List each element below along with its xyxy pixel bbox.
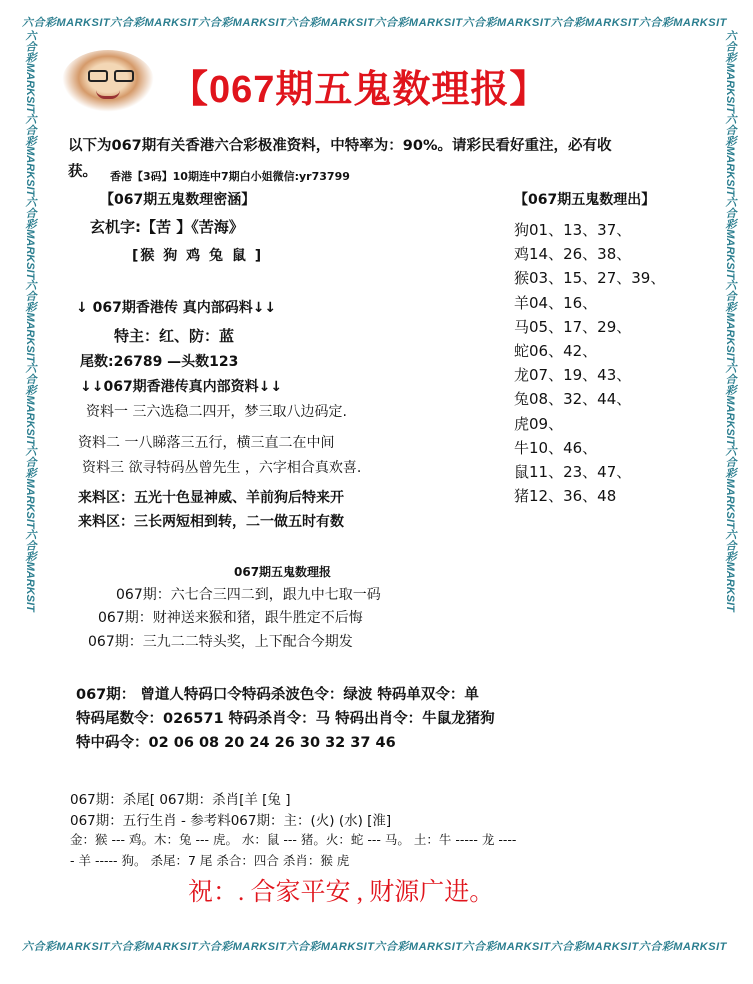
right-title: 【067期五鬼数理出】 (514, 192, 656, 208)
list-item: 羊04、16、 (514, 293, 598, 312)
list-item: 狗01、13、37、 (514, 221, 632, 239)
weishu-line: 尾数:26789 —头数123 (80, 354, 239, 370)
list-item: 龙07、19、43、 (514, 366, 632, 385)
border-left: 六合彩MARKSIT六合彩MARKSIT六合彩MARKSIT六合彩MARKSIT六合彩MARKSIT六合彩MARKSIT六合彩MARKSIT (24, 30, 36, 612)
animals-line: [猴 狗 鸡 兔 鼠 ] (132, 248, 264, 264)
xuanji-line: 玄机字:【苦 】《苦海》 (90, 218, 244, 236)
kill-line-4: - 羊 ----- 狗。 杀尾：7 尾 杀合：四合 杀肖：猴 虎 (70, 853, 350, 868)
kill-line-3: 金：猴 --- 鸡。木：兔 --- 虎。 水：鼠 --- 猪。火：蛇 --- 马。 土：牛 ----- 龙 ---- (70, 832, 517, 847)
bottom-line-2: 特码尾数令：026571 特码杀肖令：马 特码出肖令：牛鼠龙猪狗 (76, 711, 495, 727)
border-bottom: 六合彩MARKSIT六合彩MARKSIT六合彩MARKSIT六合彩MARKSIT六合彩MARKSIT六合彩MARKSIT六合彩MARKSIT六合彩MARKSIT (22, 941, 727, 953)
list-item: 马05、17、29、 (514, 317, 632, 336)
ziliao-2: 资料二 一八睇落三五行，横三直二在中间 (78, 435, 335, 451)
intro-line-1: 以下为067期有关香港六合彩极准资料，中特率为：90%。请彩民看好重注，必有收 (68, 138, 612, 154)
ziliao-1: 资料一 三六选稳二四开，梦三取八边码定. (86, 404, 347, 420)
right-number-list (514, 218, 665, 508)
tezhu-line: 特主：红、防：蓝 (114, 327, 235, 345)
border-top: 六合彩MARKSIT六合彩MARKSIT六合彩MARKSIT六合彩MARKSIT六合彩MARKSIT六合彩MARKSIT六合彩MARKSIT六合彩MARKSIT (22, 17, 727, 29)
list-item: 猪12、36、48 (514, 487, 617, 506)
laiqu-1: 来料区：五光十色显神威、羊前狗后特来开 (78, 490, 344, 506)
p-line-3: 067期：三九二二特头奖，上下配合今期发 (88, 634, 353, 650)
kill-line-1: 067期：杀尾[ 067期：杀肖[羊 [兔 ] (70, 792, 291, 808)
list-item: 兔08、32、44、 (514, 390, 632, 409)
section-4-title: 067期五鬼数理报 (234, 565, 332, 579)
section-2-title: ↓ 067期香港传 真内部码料↓↓ (76, 300, 277, 316)
list-item: 牛10、46、 (514, 438, 598, 457)
list-item: 鼠11、23、47、 (514, 463, 632, 482)
list-item: 猴03、15、27、39、 (514, 269, 666, 288)
page-title: 【067期五鬼数理报】 (170, 69, 549, 111)
section-1-title: 【067期五鬼数理密涵】 (100, 192, 256, 208)
bottom-line-1: 067期： 曾道人特码口令特码杀波色令：绿波 特码单双令：单 (76, 687, 479, 703)
p-line-2: 067期：财神送来猴和猪，跟牛胜定不后悔 (98, 610, 363, 626)
laiqu-2: 来料区：三长两短相到转，二一做五时有数 (78, 514, 344, 530)
ziliao-3: 资料三 欲寻特码丛曾先生 ，六字相合真欢喜. (82, 460, 362, 476)
intro-line-2: 获。 (68, 164, 97, 180)
kill-line-2: 067期：五行生肖 - 参考料067期：主：(火) (水) [淮] (70, 813, 392, 829)
section-3-title: ↓↓067期香港传真内部资料↓↓ (80, 379, 283, 395)
bottom-line-3: 特中码令：02 06 08 20 24 26 30 32 37 46 (76, 735, 396, 751)
list-item: 蛇06、42、 (514, 342, 598, 361)
list-item: 虎09、 (514, 414, 564, 433)
footer-blessing: 祝：. 合家平安 , 财源广进。 (188, 879, 495, 906)
border-right: 六合彩MARKSIT六合彩MARKSIT六合彩MARKSIT六合彩MARKSIT六合彩MARKSIT六合彩MARKSIT六合彩MARKSIT (724, 30, 736, 612)
list-item: 鸡14、26、38、 (514, 245, 632, 264)
p-line-1: 067期：六七合三四二到，跟九中七取一码 (116, 587, 381, 603)
avatar (62, 50, 154, 112)
intro-note: 香港【3码】10期连中7期白小姐微信:yr73799 (110, 170, 350, 183)
